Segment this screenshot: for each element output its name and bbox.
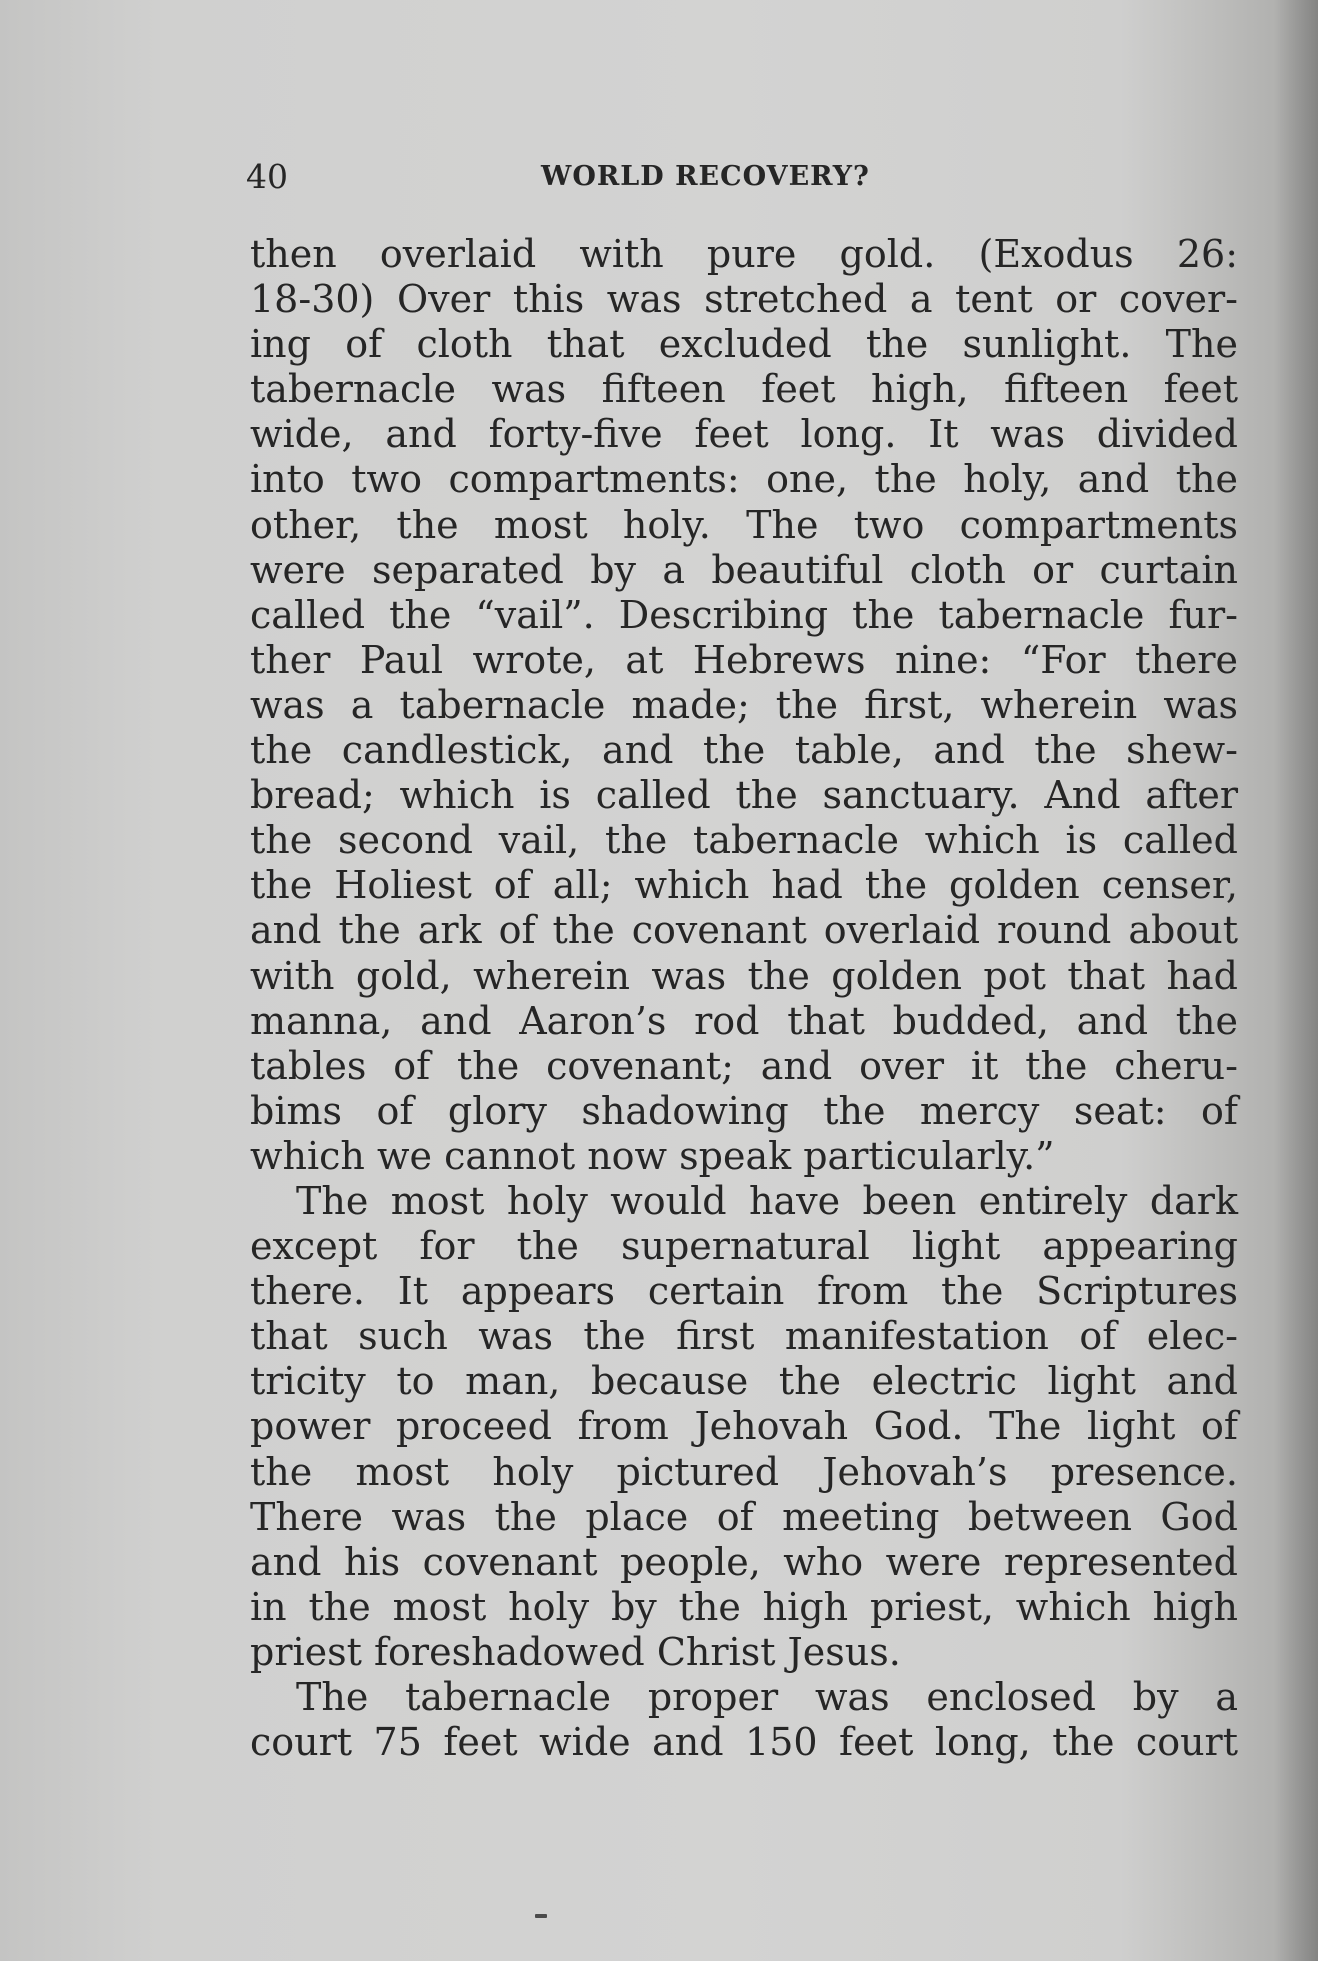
text-line: and the ark of the covenant overlaid round about [250,908,1238,953]
text-line: power proceed from Jehovah God. The light of [250,1404,1238,1449]
text-line: the second vail, the tabernacle which is called [250,818,1238,863]
text-line: bread; which is called the sanctuary. And after [250,773,1238,818]
paragraph-last-line: priest foreshadowed Christ Jesus. [250,1629,901,1674]
text-line: then overlaid with pure gold. (Exodus 26: [250,232,1238,276]
text-line: was a tabernacle made; the first, wherein was [250,682,1238,727]
text-line: ing of cloth that excluded the sunlight. The [250,322,1238,367]
text-line: tables of the covenant; and over it the cheru- [250,1043,1238,1088]
paragraph-first-line: The tabernacle proper was enclosed by a [296,1675,1238,1719]
text-line: were separated by a beautiful cloth or curtain [250,547,1238,592]
text-line: wide, and forty-five feet long. It was divided [250,412,1238,457]
text-line: other, the most holy. The two compartments [250,502,1238,547]
paragraph-first-line: The most holy would have been entirely dark [296,1178,1238,1223]
body-text [250,232,1238,1765]
page-number: 40 [246,157,288,196]
text-line: the most holy pictured Jehovah’s presence. [250,1449,1238,1494]
text-line: the candlestick, and the table, and the shew- [250,728,1238,773]
text-line: the Holiest of all; which had the golden censer, [250,863,1238,908]
page-edge-shadow [1274,0,1318,1961]
paragraph-last-line: which we cannot now speak particularly.” [250,1133,1055,1178]
text-line: there. It appears certain from the Scriptures [250,1269,1238,1314]
text-line: with gold, wherein was the golden pot that had [250,953,1238,998]
text-line: called the “vail”. Describing the tabernacle fur- [250,592,1238,637]
page-header [246,157,1240,197]
text-line: There was the place of meeting between God [250,1494,1238,1539]
text-line: tricity to man, because the electric light and [250,1359,1238,1404]
footer-mark [535,1914,547,1918]
text-line: bims of glory shadowing the mercy seat: of [250,1088,1238,1133]
text-line: ther Paul wrote, at Hebrews nine: “For there [250,637,1238,682]
text-line: manna, and Aaron’s rod that budded, and the [250,998,1238,1043]
text-line: 18-30) Over this was stretched a tent or cover- [250,277,1238,322]
text-line: in the most holy by the high priest, which high [250,1584,1238,1629]
text-line: except for the supernatural light appearing [250,1224,1238,1269]
text-line: tabernacle was fifteen feet high, fifteen feet [250,367,1238,412]
running-head: WORLD RECOVERY? [541,161,870,192]
text-line: court 75 feet wide and 150 feet long, the court [250,1720,1238,1765]
text-line: and his covenant people, who were represented [250,1539,1238,1584]
text-line: into two compartments: one, the holy, and the [250,457,1238,502]
text-line: that such was the first manifestation of elec- [250,1314,1238,1359]
